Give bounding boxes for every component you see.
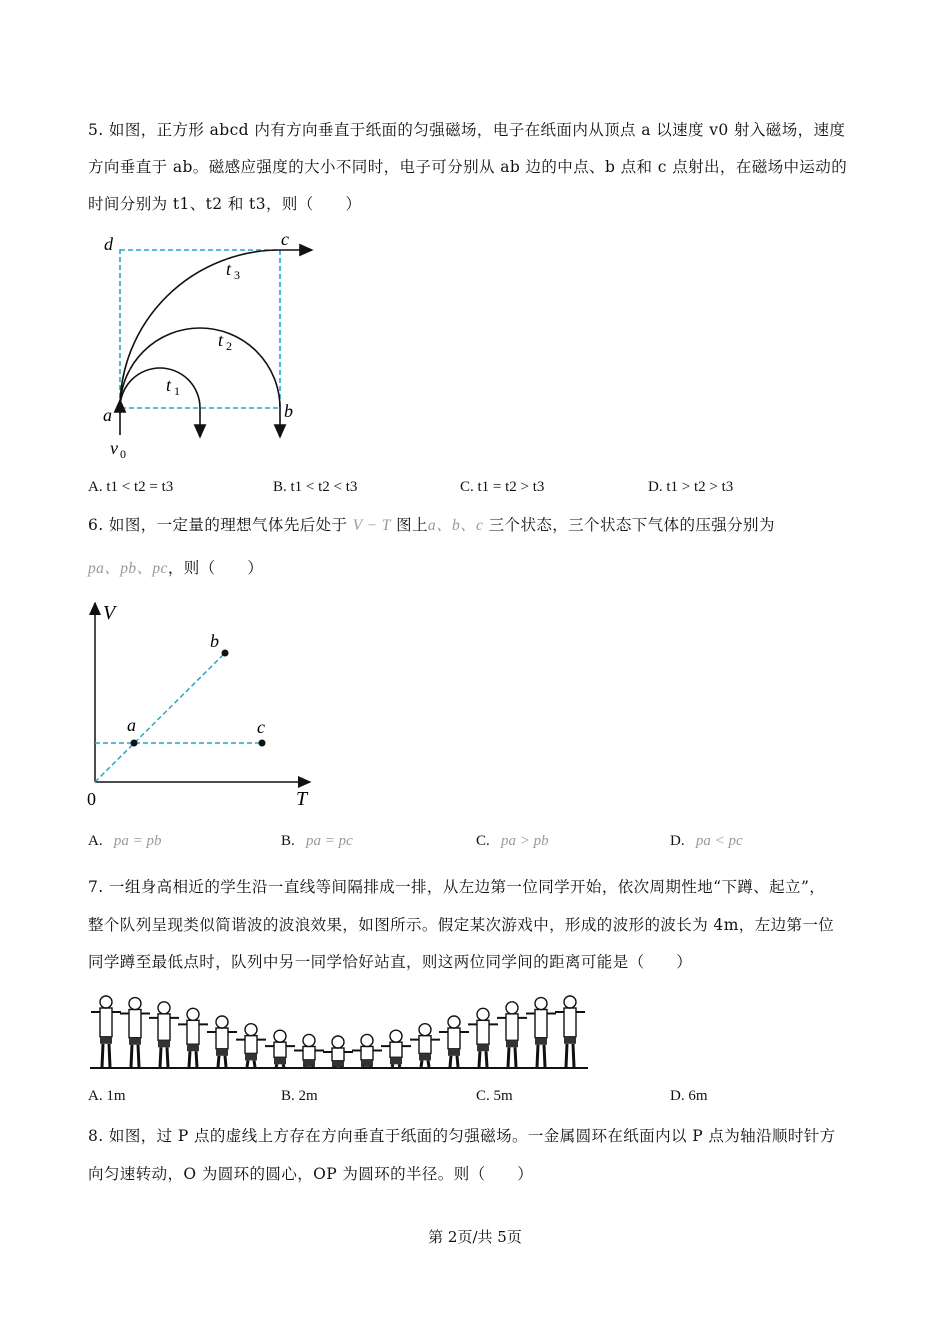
label-t3-sub: 3 xyxy=(234,268,240,282)
q5-line-1: 5. 如图，正方形 abcd 内有方向垂直于纸面的匀强磁场，电子在纸面内从顶点 a 以速度 v0 射入磁场，速度 xyxy=(88,121,846,139)
q6-line-1-c: 三个状态，三个状态下气体的压强分别为 xyxy=(483,516,775,534)
q6-option-c[interactable] xyxy=(476,833,549,850)
q6-line-2 xyxy=(88,556,263,578)
q6-vt-label: V − T xyxy=(352,517,391,534)
q6-figure xyxy=(82,595,322,810)
student-figure xyxy=(265,1030,295,1067)
q6-option-b-expr: pa = pc xyxy=(306,833,353,849)
q6-line-1-a: 6. 如图，一定量的理想气体先后处于 xyxy=(88,516,348,534)
path-t1 xyxy=(120,368,200,437)
page-footer: 第 2页/共 5页 xyxy=(428,1228,522,1246)
point-b xyxy=(222,650,229,657)
q6-option-c-expr: pa > pb xyxy=(501,833,549,849)
q6-option-b[interactable] xyxy=(281,833,353,850)
q7-option-c[interactable]: C. 5m xyxy=(476,1088,513,1104)
label-v0-sub: 0 xyxy=(120,447,126,461)
q6-line-2-rest: ，则（ ） xyxy=(167,559,264,577)
q6-line-1 xyxy=(88,513,775,535)
label-c: c xyxy=(257,717,265,737)
q5-figure xyxy=(90,225,330,465)
q7-option-d[interactable]: D. 6m xyxy=(670,1088,708,1104)
axis-label-t: T xyxy=(296,788,308,810)
label-t1: t xyxy=(166,375,172,395)
student-figure xyxy=(410,1024,440,1067)
q6-option-d[interactable] xyxy=(670,833,743,850)
student-figure xyxy=(236,1024,266,1067)
label-b: b xyxy=(284,401,293,421)
origin-label: 0 xyxy=(87,789,96,809)
student-figure xyxy=(207,1016,237,1067)
q6-line-1-b: 图上 xyxy=(396,516,428,534)
axis-label-v: V xyxy=(103,602,116,624)
q7-line-2: 整个队列呈现类似简谐波的波浪效果，如图所示。假定某次游戏中，形成的波形的波长为 4m，左边第一位 xyxy=(88,916,835,934)
label-t2: t xyxy=(218,330,224,350)
q6-abc: a、b、c xyxy=(427,517,484,534)
point-a xyxy=(131,740,138,747)
student-figure xyxy=(294,1034,324,1067)
q6-pressures: pa、pb、pc xyxy=(88,560,168,577)
student-figure xyxy=(381,1030,411,1067)
label-t3: t xyxy=(226,259,232,279)
student-figure xyxy=(526,998,556,1067)
q8-line-2: 向匀速转动，O 为圆环的圆心，OP 为圆环的半径。则（ ） xyxy=(88,1165,534,1183)
label-t2-sub: 2 xyxy=(226,339,232,353)
label-d: d xyxy=(104,234,113,254)
student-figure xyxy=(439,1016,469,1067)
label-b: b xyxy=(210,631,219,651)
student-figure xyxy=(178,1008,208,1067)
q7-line-3: 同学蹲至最低点时，队列中另一同学恰好站直，则这两位同学间的距离可能是（ ） xyxy=(88,953,693,971)
q8-line-1: 8. 如图，过 P 点的虚线上方存在方向垂直于纸面的匀强磁场。一金属圆环在纸面内以 P 点为轴沿顺时针方 xyxy=(88,1127,836,1145)
q6-option-a[interactable] xyxy=(88,833,161,850)
student-figure xyxy=(149,1002,179,1067)
point-c xyxy=(259,740,266,747)
q6-option-d-label: D. xyxy=(670,833,685,849)
student-figure xyxy=(497,1002,527,1067)
q7-wave-figure xyxy=(88,978,593,1076)
q6-option-a-expr: pa = pb xyxy=(113,833,162,849)
student-figure xyxy=(91,996,121,1067)
q7-option-a[interactable]: A. 1m xyxy=(88,1088,126,1104)
square-region xyxy=(120,250,280,408)
q5-option-b[interactable]: B. t1 < t2 < t3 xyxy=(273,479,358,495)
q5-option-a[interactable]: A. t1 < t2 = t3 xyxy=(88,479,174,495)
student-figure xyxy=(120,998,150,1067)
q6-option-a-label: A. xyxy=(88,833,103,849)
label-c: c xyxy=(281,229,289,249)
q5-option-c[interactable]: C. t1 = t2 > t3 xyxy=(460,479,545,495)
q5-line-3: 时间分别为 t1、t2 和 t3，则（ ） xyxy=(88,195,362,213)
label-v0: v xyxy=(110,438,118,458)
q7-line-1: 7. 一组身高相近的学生沿一直线等间隔排成一排，从左边第一位同学开始，依次周期性地“下蹲、起立”， xyxy=(88,878,826,896)
q5-option-d[interactable]: D. t1 > t2 > t3 xyxy=(648,479,734,495)
label-a: a xyxy=(103,405,112,425)
student-figure xyxy=(323,1036,353,1068)
q7-option-b[interactable]: B. 2m xyxy=(281,1088,318,1104)
label-a: a xyxy=(127,715,136,735)
q6-option-b-label: B. xyxy=(281,833,295,849)
q6-option-d-expr: pa < pc xyxy=(695,833,743,849)
student-figure xyxy=(352,1034,382,1067)
q6-option-c-label: C. xyxy=(476,833,490,849)
isobar-line xyxy=(95,653,225,782)
student-figure xyxy=(468,1008,498,1067)
q5-line-2: 方向垂直于 ab。磁感应强度的大小不同时，电子可分别从 ab 边的中点、b 点和 c 点射出，在磁场中运动的 xyxy=(88,158,848,176)
student-figure xyxy=(555,996,585,1067)
label-t1-sub: 1 xyxy=(174,384,180,398)
